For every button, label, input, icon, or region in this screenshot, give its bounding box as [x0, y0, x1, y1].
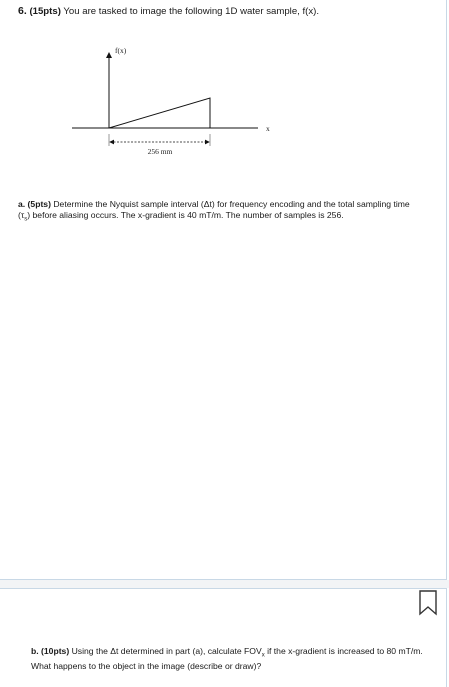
signal-plot	[60, 40, 290, 170]
question-panel-bottom	[0, 588, 447, 687]
part-a-label: a. (5pts)	[18, 199, 51, 209]
bookmark-icon-graphic	[418, 590, 438, 616]
question-title	[18, 5, 438, 18]
part-b-subscript: x	[261, 652, 265, 659]
part-a-body-2: ) before aliasing occurs. The x-gradient is 40 mT/m. The number of samples is 256.	[27, 209, 344, 220]
part-a-text	[18, 199, 418, 225]
signal-figure	[60, 40, 290, 170]
question-prompt: You are tasked to image the following 1D water sample, f(x).	[63, 6, 319, 17]
y-axis-label: f(x)	[115, 46, 127, 55]
bookmark-icon[interactable]	[418, 590, 438, 616]
part-b-body-1: Using the Δt determined in part (a), calculate FOV	[71, 646, 262, 656]
part-b-text	[31, 646, 431, 672]
x-axis-label: x	[266, 124, 270, 133]
panel-gap	[0, 580, 449, 588]
dimension-label: 256 mm	[147, 147, 173, 156]
ramp-signal	[109, 98, 210, 128]
part-b-body-2: if the x-gradient is increased to 80 mT/m. What happens to the object in the image (describe or draw)?	[31, 646, 423, 672]
part-a-body-1: Determine the Nyquist sample interval (Δt) for frequency encoding and the total sampling time (τ	[18, 199, 410, 220]
question-number: 6.	[18, 5, 27, 17]
part-a-subscript: s	[24, 216, 28, 223]
part-b-label: b. (10pts)	[31, 646, 70, 656]
question-points: (15pts)	[29, 6, 61, 17]
